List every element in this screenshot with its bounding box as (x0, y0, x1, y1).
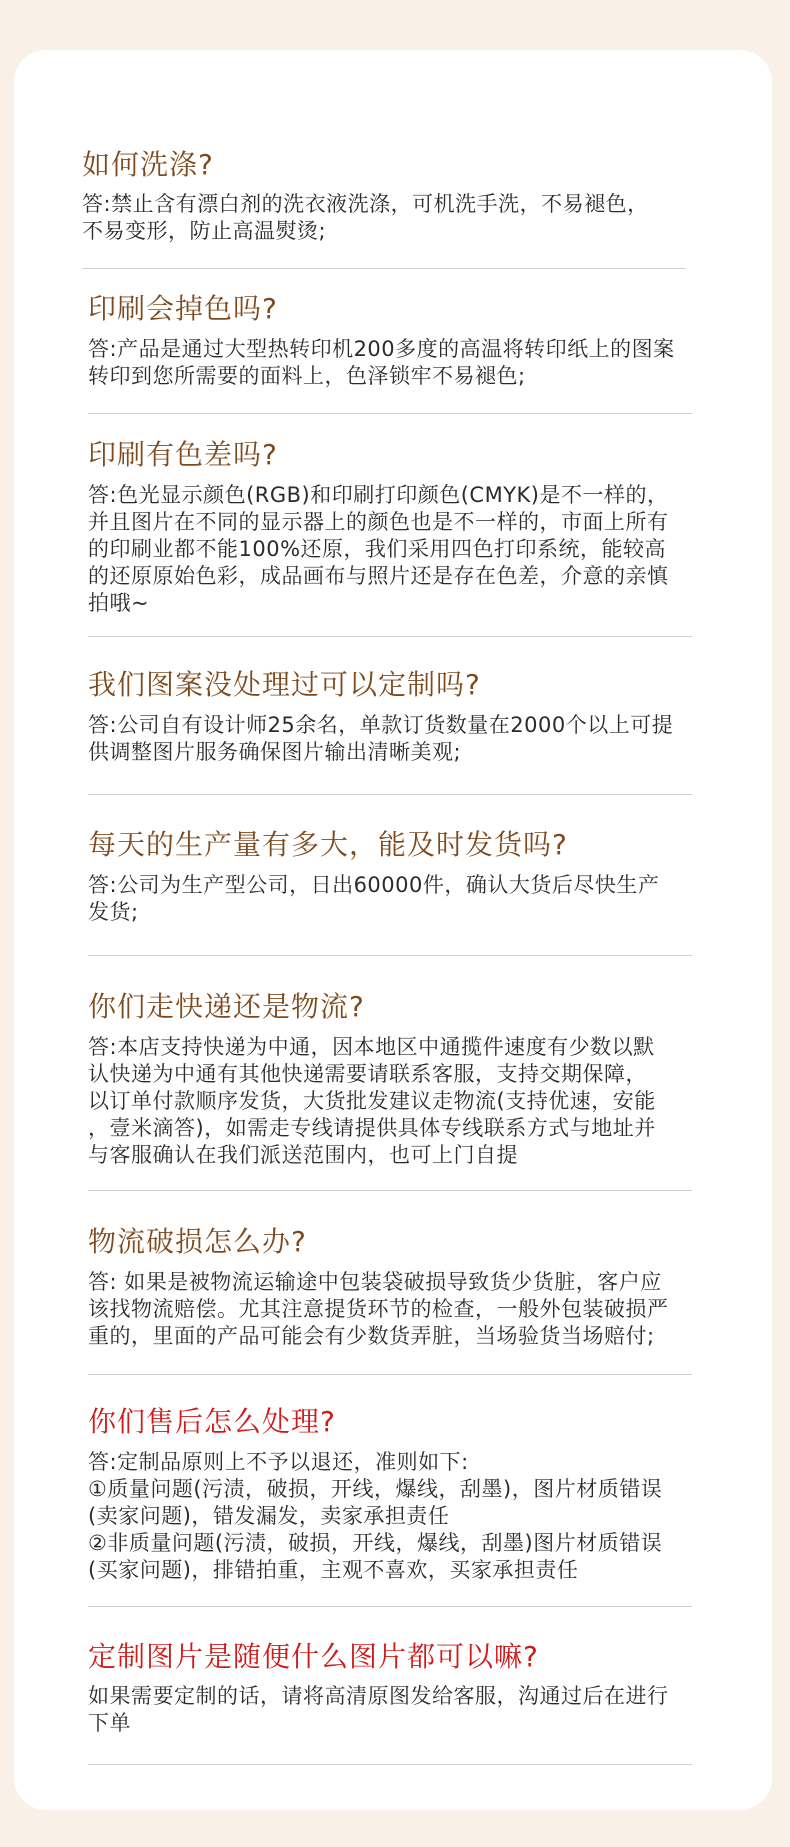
faq-answer: 答:产品是通过大型热转印机200多度的高温将转印纸上的图案 转印到您所需要的面料上，色泽锁牢不易褪色; (88, 337, 675, 388)
faq-divider (88, 1606, 692, 1607)
faq-answer: 如果需要定制的话，请将高清原图发给客服，沟通过后在进行 下单 (88, 1684, 669, 1735)
faq-question: 每天的生产量有多大，能及时发货吗? (88, 828, 568, 861)
faq-divider (88, 1764, 692, 1765)
faq-question: 你们售后怎么处理? (88, 1405, 336, 1438)
faq-answer: 答: 如果是被物流运输途中包装袋破损导致货少货脏，客户应 该找物流赔偿。尤其注意提货环节的检查，一般外包装破损严 重的，里面的产品可能会有少数货弄脏，当场验货当场赔付; (88, 1270, 669, 1348)
faq-divider (88, 636, 692, 637)
faq-divider (88, 413, 692, 414)
faq-answer: 答:公司自有设计师25余名，单款订货数量在2000个以上可提 供调整图片服务确保图片输出清晰美观; (88, 713, 674, 764)
faq-question: 我们图案没处理过可以定制吗? (88, 668, 481, 701)
faq-divider (88, 1374, 692, 1375)
faq-divider (82, 268, 686, 269)
faq-question: 定制图片是随便什么图片都可以嘛? (88, 1640, 539, 1673)
faq-answer: 答:公司为生产型公司，日出60000件，确认大货后尽快生产 发货; (88, 873, 660, 924)
faq-question: 你们走快递还是物流? (88, 990, 365, 1023)
faq-question: 印刷有色差吗? (88, 438, 278, 471)
faq-divider (88, 1190, 692, 1191)
faq-question: 物流破损怎么办? (88, 1225, 307, 1258)
faq-answer: 答:本店支持快递为中通，因本地区中通揽件速度有少数以默 认快递为中通有其他快递需要请联系客服，支持交期保障， 以订单付款顺序发货，大货批发建议走物流(支持优速，安能 ，壹米滴答)，如需走专线请提供具体专线联系方式与地址并 与客服确认在我们派送范围内，也可上门自提 (88, 1035, 656, 1167)
faq-divider (88, 955, 692, 956)
faq-question: 印刷会掉色吗? (88, 292, 278, 325)
faq-question: 如何洗涤? (82, 148, 214, 181)
faq-answer: 答:色光显示颜色(RGB)和印刷打印颜色(CMYK)是不一样的， 并且图片在不同的显示器上的颜色也是不一样的，市面上所有 的印刷业都不能100%还原，我们采用四色打印系统，能较高 的还原原始色彩，成品画布与照片还是存在色差，介意的亲慎 拍哦~ (88, 483, 669, 615)
faq-answer: 答:禁止含有漂白剂的洗衣液洗涤，可机洗手洗，不易褪色， 不易变形，防止高温熨烫; (82, 192, 649, 243)
faq-divider (88, 794, 692, 795)
faq-answer: 答:定制品原则上不予以退还，准则如下: ①质量问题(污渍，破损，开线，爆线，刮墨)，图片材质错误 (卖家问题)，错发漏发，卖家承担责任 ②非质量问题(污渍，破损，开线，爆线，刮墨)图片材质错误 (买家问题)，排错拍重，主观不喜欢，买家承担责任 (88, 1450, 663, 1582)
